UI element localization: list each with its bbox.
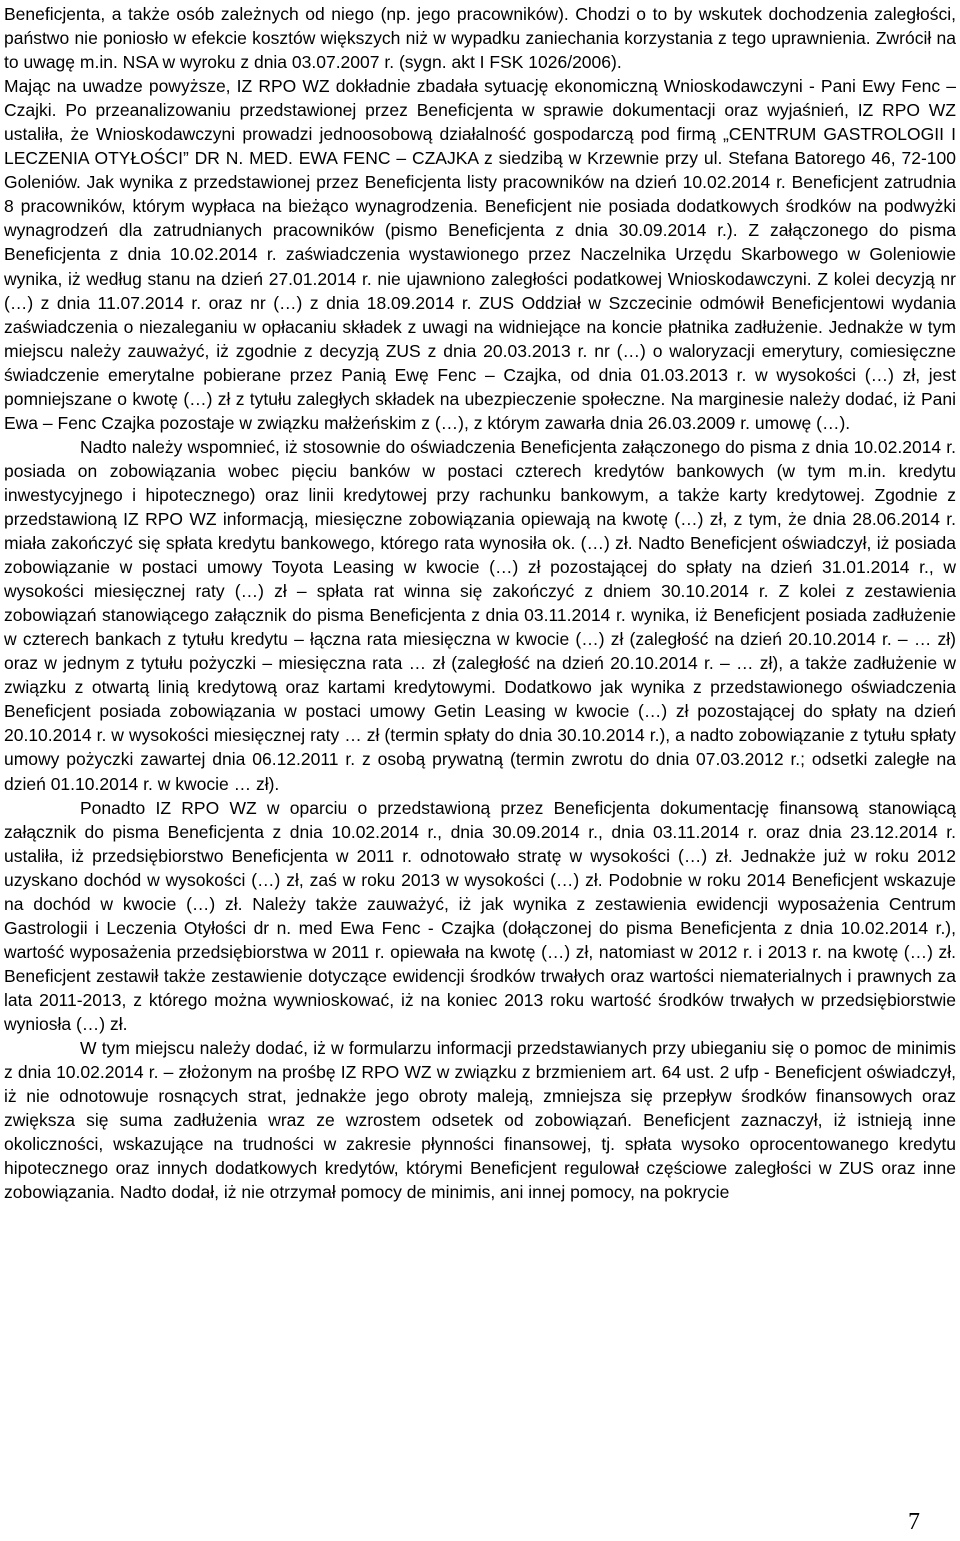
body-paragraph: W tym miejscu należy dodać, iż w formularzu informacji przedstawianych przy ubieganiu się o pomoc de minimis z dnia 10.02.2014 r. – złożonym na prośbę IZ RPO WZ w związku z brzmieniem art. 64 ust. 2 ufp - Beneficjent oświadczył, iż nie odnotowuje rosnących strat, jednakże jego obroty maleją, zmniejsza się przepływ środków finansowych oraz zwiększa się suma zadłużenia wraz ze wzrostem odsetek od zobowiązań. Beneficjent zaznaczył, iż istnieją inne okoliczności, wskazujące na trudności w zakresie płynności finansowej, tj. spłata wysoko oprocentowanego kredytu hipotecznego oraz innych dodatkowych kredytów, którymi Beneficjent regulował częściowe zaległości w ZUS oraz inne zobowiązania. Nadto dodał, iż nie otrzymał pomocy de minimis, ani innej pomocy, na pokrycie (4, 1038, 956, 1203)
document-page (4, 2, 956, 1204)
document-body (4, 2, 956, 1204)
body-paragraph: Ponadto IZ RPO WZ w oparciu o przedstawioną przez Beneficjenta dokumentację finansową stanowiącą załącznik do pisma Beneficjenta z dnia 10.02.2014 r., dnia 30.09.2014 r., dnia 03.11.2014 r. oraz dnia 23.12.2014 r. ustaliła, iż przedsiębiorstwo Beneficjenta w 2011 r. odnotowało stratę w wysokości (…) zł. Jednakże już w roku 2012 uzyskano dochód w wysokości (…) zł, zaś w roku 2013 w wysokości (…) zł. Podobnie w roku 2014 Beneficjent wskazuje na dochód w kwocie (…) zł. Należy także zauważyć, iż jak wynika z zestawienia ewidencji wyposażenia Centrum Gastrologii i Leczenia Otyłości dr n. med Ewa Fenc - Czajka (dołączonej do pisma Beneficjenta z dnia 10.02.2014 r.), wartość wyposażenia przedsiębiorstwa w 2011 r. opiewała na kwotę (…) zł, natomiast w 2012 r. i 2013 r. na kwotę (…) zł. Beneficjent zestawił także zestawienie dotyczące ewidencji środków trwałych oraz wartości niematerialnych i prawnych za lata 2011-2013, z którego można wywnioskować, iż na koniec 2013 roku wartość środków trwałych w przedsiębiorstwie wyniosła (…) zł. (4, 797, 956, 1034)
body-paragraph: Mając na uwadze powyższe, IZ RPO WZ dokładnie zbadała sytuację ekonomiczną Wnioskodawczyni - Pani Ewy Fenc – Czajki. Po przeanalizowaniu przedstawionej przez Beneficjenta w sprawie dokumentacji oraz wyjaśnień, IZ RPO WZ ustaliła, że Wnioskodawczyni prowadzi jednoosobową działalność gospodarczą pod firmą „CENTRUM GASTROLOGII I LECZENIA OTYŁOŚCI” DR N. MED. EWA FENC – CZAJKA z siedzibą w Krzewnie przy ul. Stefana Batorego 46, 72-100 Goleniów. Jak wynika z przedstawionej przez Beneficjenta listy pracowników na dzień 10.02.2014 r. Beneficjent zatrudnia 8 pracowników, którym wypłaca na bieżąco wynagrodzenia. Beneficjent nie posiada dodatkowych środków na podwyżki wynagrodzeń dla zatrudnianych pracowników (pismo Beneficjenta z dnia 30.09.2014 r.). Z załączonego do pisma Beneficjenta z dnia 10.02.2014 r. zaświadczenia wystawionego przez Naczelnika Urzędu Skarbowego w Goleniowie wynika, iż według stanu na dzień 27.01.2014 r. nie ujawniono zaległości podatkowej Wnioskodawczyni. Z kolei decyzją nr (…) z dnia 11.07.2014 r. oraz nr (…) z dnia 18.09.2014 r. ZUS Oddział w Szczecinie odmówił Beneficjentowi wydania zaświadczenia o niezaleganiu w opłacaniu składek z uwagi na widniejące na koncie płatnika zadłużenie. Jednakże w tym miejscu należy zauważyć, iż zgodnie z decyzją ZUS z dnia 20.03.2013 r. nr (…) o waloryzacji emerytury, comiesięczne świadczenie emerytalne pobierane przez Panią Ewę Fenc – Czajka, od dnia 01.03.2013 r. w wysokości (…) zł, jest pomniejszane o kwotę (…) zł z tytułu zaległych składek na ubezpieczenie społeczne. Na marginesie należy dodać, iż Pani Ewa – Fenc Czajka pozostaje w związku małżeńskim z (…), z którym zawarła dnia 26.03.2009 r. umowę (…). (4, 76, 956, 433)
body-paragraph: Nadto należy wspomnieć, iż stosownie do oświadczenia Beneficjenta załączonego do pisma z dnia 10.02.2014 r. posiada on zobowiązania wobec pięciu banków w postaci czterech kredytów bankowych (w tym m.in. kredytu inwestycyjnego i hipotecznego) oraz linii kredytowej przy rachunku bankowym, a także karty kredytowej. Zgodnie z przedstawioną IZ RPO WZ informacją, miesięczne zobowiązania opiewają na kwotę (…) zł, z tym, że dnia 28.06.2014 r. miała zakończyć się spłata kredytu bankowego, którego rata wynosiła ok. (…) zł. Nadto Beneficjent oświadczył, iż posiada zobowiązanie w postaci umowy Toyota Leasing w kwocie (…) zł pozostającej do spłaty na dzień 31.01.2014 r., w wysokości miesięcznej raty (…) zł – spłata rat winna się zakończyć z dniem 30.10.2014 r. Z kolei z zestawienia zobowiązań stanowiącego załącznik do pisma Beneficjenta z dnia 03.11.2014 r. wynika, iż Beneficjent posiada zadłużenie w czterech bankach z tytułu kredytu – łączna rata miesięczna w kwocie (…) zł (zaległość na dzień 20.10.2014 r. – … zł) oraz w jednym z tytułu pożyczki – miesięczna rata … zł (zaległość na dzień 20.10.2014 r. – … zł), a także zadłużenie w związku z otwartą linią kredytową oraz kartami kredytowymi. Dodatkowo jak wynika z przedstawionego oświadczenia Beneficjent posiada zobowiązania w postaci umowy Getin Leasing w kwocie (…) zł pozostającej do spłaty na dzień 20.10.2014 r. w wysokości miesięcznej raty … zł (termin spłaty do dnia 30.10.2014 r.), a nadto zobowiązanie z tytułu spłaty umowy pożyczki zawartej dnia 06.12.2011 r. z osobą prywatną (termin zwrotu do dnia 07.03.2012 r.; odsetki zaległe na dzień 01.10.2014 r. w kwocie … zł). (4, 436, 956, 794)
body-paragraph: Beneficjenta, a także osób zależnych od niego (np. jego pracowników). Chodzi o to by wskutek dochodzenia zaległości, państwo nie poniosło w efekcie kosztów większych niż w wypadku zaniechania korzystania z tego uprawnienia. Zwrócił na to uwagę m.in. NSA w wyroku z dnia 03.07.2007 r. (sygn. akt I FSK 1026/2006). (4, 4, 956, 73)
page-number: 7 (908, 1509, 920, 1535)
